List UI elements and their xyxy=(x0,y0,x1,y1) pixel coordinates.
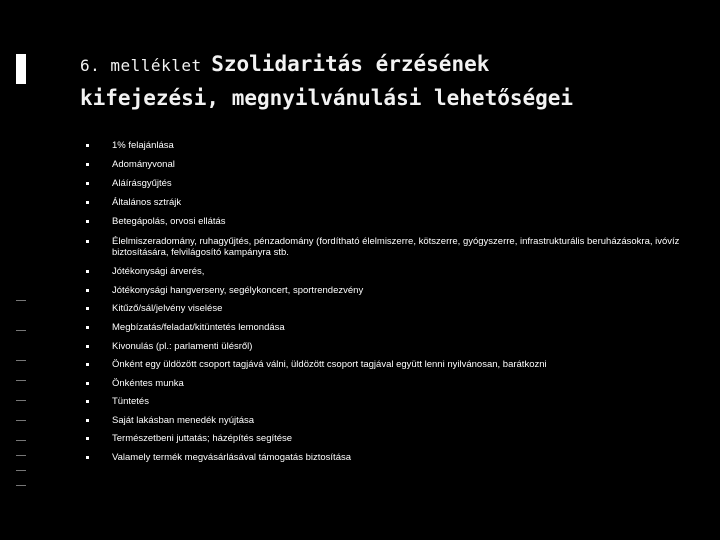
deco-line xyxy=(16,455,26,456)
deco-line xyxy=(16,485,26,486)
list-item-text: Megbízatás/feladat/kitüntetés lemondása xyxy=(112,322,285,333)
list-item xyxy=(86,415,686,426)
list-item xyxy=(86,378,686,389)
list-item xyxy=(86,236,686,258)
bullet-icon xyxy=(86,419,89,422)
bullet-icon xyxy=(86,144,89,147)
bullet-icon xyxy=(86,220,89,223)
list-item-text: Élelmiszeradomány, ruhagyűjtés, pénzadomány (fordítható élelmiszerre, kötszerre, gyógyszerre, infrastrukturális beruházásokra, ivóvíz biztosítására, felvilágosító kampányra stb. xyxy=(112,236,680,258)
bullet-icon xyxy=(86,382,89,385)
title-prefix: 6. melléklet xyxy=(80,56,202,75)
title-line-1 xyxy=(80,48,700,82)
list-item xyxy=(86,433,686,444)
deco-line xyxy=(16,360,26,361)
list-item xyxy=(86,322,686,333)
list-item xyxy=(86,197,686,208)
deco-line xyxy=(16,470,26,471)
list-item xyxy=(86,303,686,314)
bullet-icon xyxy=(86,270,89,273)
list-item xyxy=(86,216,686,227)
bullet-icon xyxy=(86,201,89,204)
slide-title xyxy=(80,48,700,114)
list-item-text: 1% felajánlása xyxy=(112,140,174,151)
list-item-text: Kitűző/sál/jelvény viselése xyxy=(112,303,223,314)
list-item-text: Kivonulás (pl.: parlamenti ülésről) xyxy=(112,341,253,352)
deco-line xyxy=(16,380,26,381)
list-item xyxy=(86,452,686,463)
list-item xyxy=(86,396,686,407)
list-item xyxy=(86,341,686,352)
list-item xyxy=(86,178,686,189)
list-item-text: Saját lakásban menedék nyújtása xyxy=(112,415,255,426)
deco-line xyxy=(16,420,26,421)
list-item xyxy=(86,359,686,370)
title-line-2: kifejezési, megnyilvánulási lehetőségei xyxy=(80,86,574,110)
deco-line xyxy=(16,440,26,441)
deco-bar-top xyxy=(16,54,26,84)
deco-line xyxy=(16,400,26,401)
list-item-text: Jótékonysági árverés, xyxy=(112,266,205,277)
list-item xyxy=(86,285,686,296)
bullet-icon xyxy=(86,456,89,459)
bullet-icon xyxy=(86,400,89,403)
title-main: Szolidaritás érzésének xyxy=(211,52,490,76)
bullet-icon xyxy=(86,307,89,310)
list-item-text: Általános sztrájk xyxy=(112,197,182,208)
bullet-icon xyxy=(86,345,89,348)
list-item xyxy=(86,159,686,170)
list-item-text: Önként egy üldözött csoport tagjává válni, üldözött csoport tagjával együtt lenni nyilvánosan, barátkozni xyxy=(112,359,547,370)
list-item-text: Valamely termék megvásárlásával támogatás biztosítása xyxy=(112,452,352,463)
bullet-icon xyxy=(86,289,89,292)
list-item-text: Aláírásgyűjtés xyxy=(112,178,172,189)
list-item-text: Természetbeni juttatás; házépítés segítése xyxy=(112,433,293,444)
bullet-icon xyxy=(86,326,89,329)
bullet-icon xyxy=(86,240,89,243)
list-item-text: Betegápolás, orvosi ellátás xyxy=(112,216,226,227)
list-item-text: Adományvonal xyxy=(112,159,175,170)
bullet-icon xyxy=(86,363,89,366)
list-item-text: Önkéntes munka xyxy=(112,378,184,389)
list-item-text: Jótékonysági hangverseny, segélykoncert, sportrendezvény xyxy=(112,285,364,296)
bullet-icon xyxy=(86,182,89,185)
list-item xyxy=(86,266,686,277)
bullet-icon xyxy=(86,163,89,166)
list-item xyxy=(86,140,686,151)
list-item-text: Tüntetés xyxy=(112,396,149,407)
deco-line xyxy=(16,300,26,301)
deco-line xyxy=(16,330,26,331)
left-decoration xyxy=(0,0,36,540)
bullet-icon xyxy=(86,437,89,440)
